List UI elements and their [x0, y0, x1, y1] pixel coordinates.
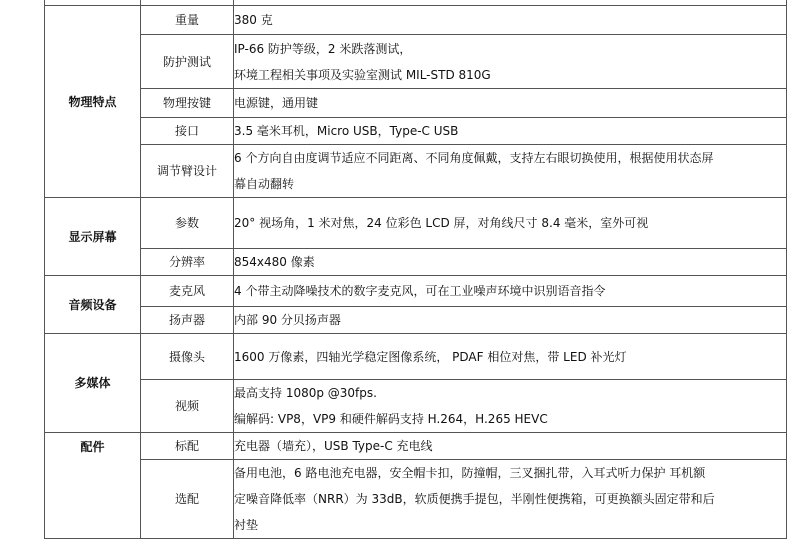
value-line: 内部 90 分贝扬声器: [234, 313, 341, 327]
value-cell: [234, 460, 787, 539]
value-cell: [234, 35, 787, 89]
table-row: [45, 35, 787, 89]
value-line: 环境工程相关事项及实验室测试 MIL-STD 810G: [234, 67, 491, 82]
item-cell: 麦克风: [141, 276, 234, 307]
value-line: 1600 万像素，四轴光学稳定图像系统， PDAF 相位对焦，带 LED 补光灯: [234, 349, 627, 364]
value-cell: [234, 145, 787, 198]
table-row: [45, 145, 787, 198]
table-row: [45, 380, 787, 433]
item-cell: 视频: [141, 380, 234, 433]
value-cell: [234, 6, 787, 35]
table-row: [45, 460, 787, 539]
item-cell: 调节臂设计: [141, 145, 234, 198]
value-line: 电源键，通用键: [234, 96, 319, 110]
value-line: 定噪音降低率（NRR）为 33dB，软质便携手提包，半刚性便携箱，可更换额头固定带和后: [234, 492, 715, 506]
table-row: [45, 198, 787, 249]
category-cell: 显示屏幕: [45, 198, 141, 276]
table-row: [45, 6, 787, 35]
value-cell: [234, 198, 787, 249]
value-cell: [234, 334, 787, 380]
item-cell: 摄像头: [141, 334, 234, 380]
item-cell: 重量: [141, 6, 234, 35]
value-line: 380 克: [234, 13, 273, 27]
category-cell: 配件: [45, 433, 141, 539]
value-line: 6 个方向自由度调节适应不同距离、不同角度佩戴，支持左右眼切换使用，根据使用状态屏: [234, 151, 714, 165]
item-cell: 物理按键: [141, 89, 234, 118]
table-row: [45, 433, 787, 460]
item-cell: 标配: [141, 433, 234, 460]
table-row: [45, 249, 787, 276]
value-cell: [234, 433, 787, 460]
value-line: 充电器（墙充），USB Type-C 充电线: [234, 439, 433, 453]
value-line: 20° 视场角，1 米对焦，24 位彩色 LCD 屏，对角线尺寸 8.4 毫米，室外可视: [234, 216, 649, 230]
value-cell: [234, 89, 787, 118]
spec-table: [44, 0, 787, 539]
value-line: 4 个带主动降噪技术的数字麦克风，可在工业噪声环境中识别语音指令: [234, 284, 606, 298]
item-cell: 扬声器: [141, 307, 234, 334]
category-cell: 物理特点: [45, 6, 141, 198]
item-cell: 接口: [141, 118, 234, 145]
value-line: 最高支持 1080p @30fps.: [234, 386, 377, 400]
table-row: [45, 334, 787, 380]
value-line: 854x480 像素: [234, 255, 315, 269]
item-cell: 参数: [141, 198, 234, 249]
value-cell: [234, 118, 787, 145]
table-row: [45, 118, 787, 145]
value-cell: [234, 307, 787, 334]
value-line: 幕自动翻转: [234, 177, 295, 191]
value-line: 衬垫: [234, 518, 259, 532]
value-line: 3.5 毫米耳机，Micro USB，Type-C USB: [234, 124, 459, 138]
value-cell: [234, 276, 787, 307]
spec-table-container: [44, 0, 787, 539]
table-row: [45, 89, 787, 118]
value-cell: [234, 249, 787, 276]
value-line: 备用电池，6 路电池充电器，安全帽卡扣，防撞帽，三叉捆扎带，入耳式听力保护 耳机额: [234, 466, 706, 480]
item-cell: 选配: [141, 460, 234, 539]
category-cell: 音频设备: [45, 276, 141, 334]
table-row: [45, 276, 787, 307]
table-row: [45, 307, 787, 334]
value-line: IP-66 防护等级，2 米跌落测试，: [234, 41, 412, 56]
category-cell: 多媒体: [45, 334, 141, 433]
item-cell: 分辨率: [141, 249, 234, 276]
item-cell: 防护测试: [141, 35, 234, 89]
value-cell: [234, 380, 787, 433]
value-line: 编解码: VP8，VP9 和硬件解码支持 H.264，H.265 HEVC: [234, 412, 548, 426]
